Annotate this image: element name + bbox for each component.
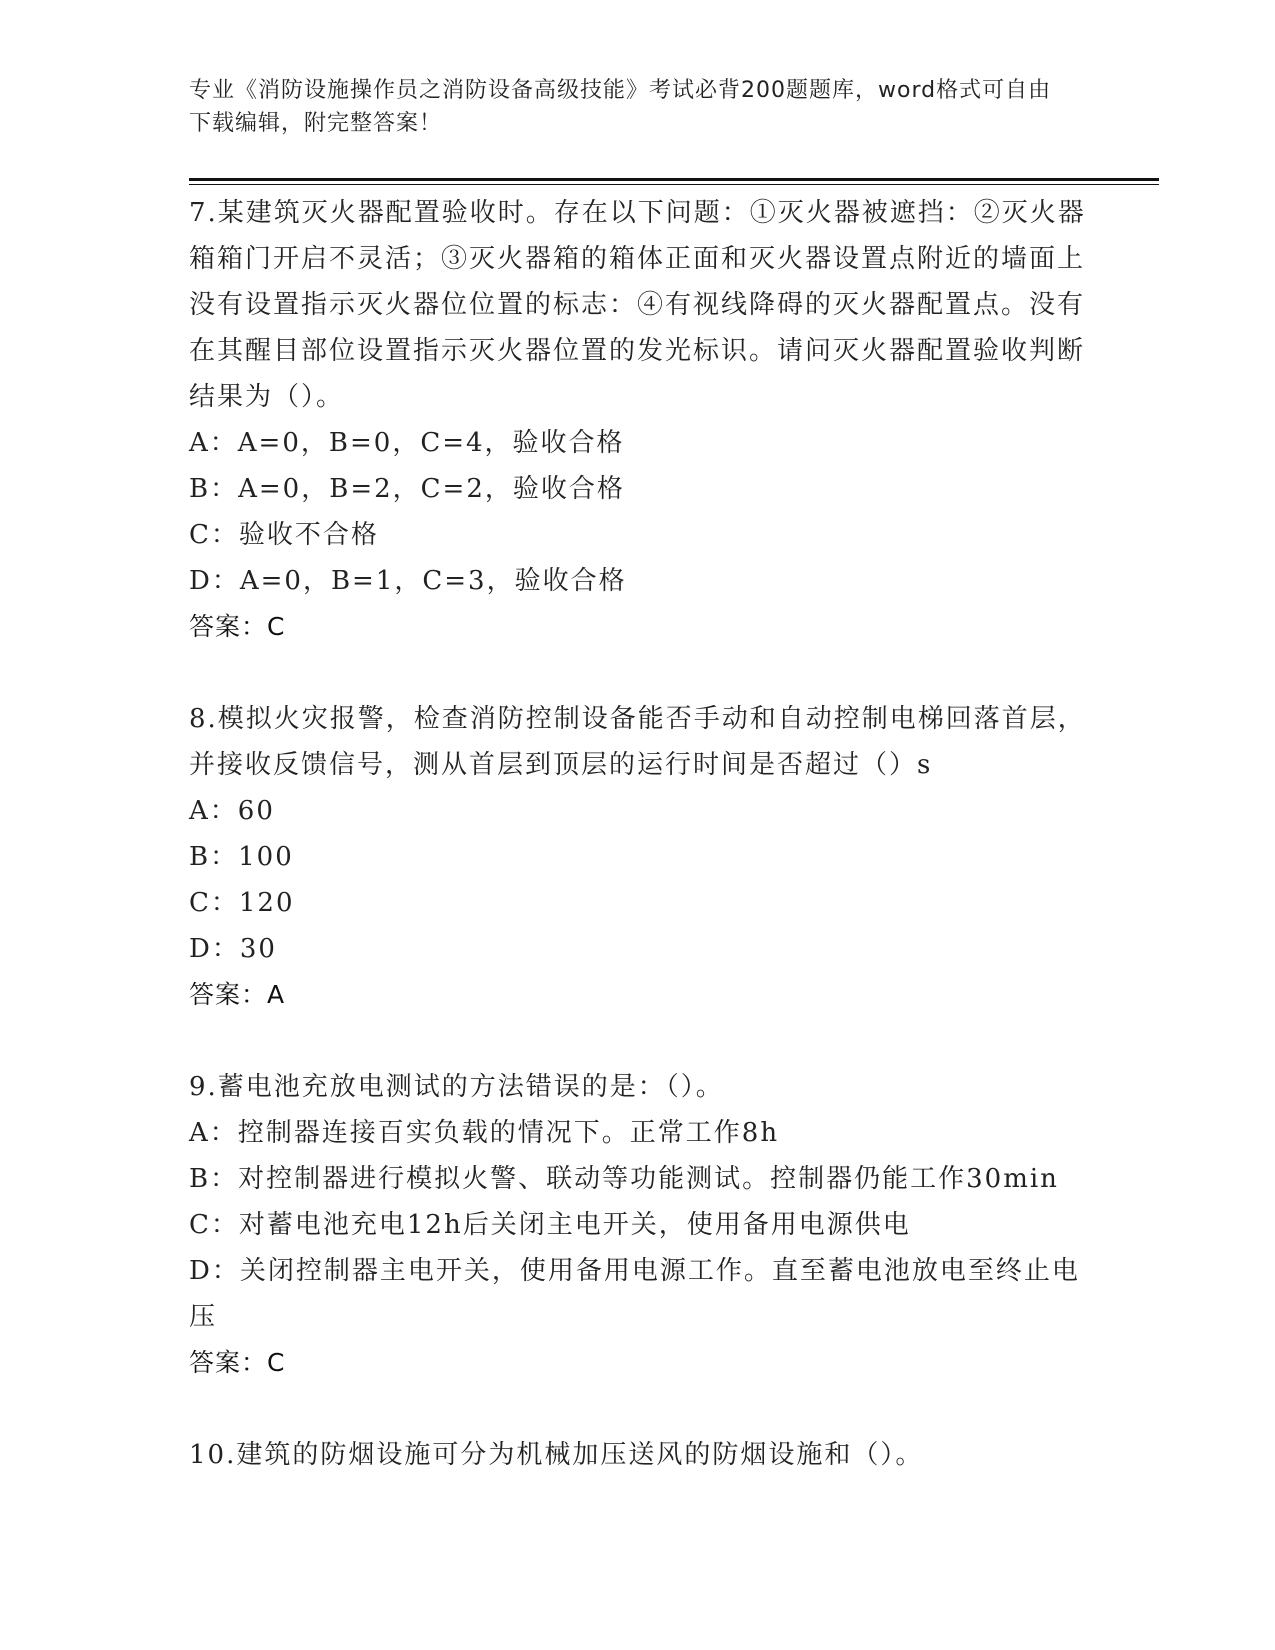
option-d: D：关闭控制器主电开关，使用备用电源工作。直至蓄电池放电至终止电压 <box>189 1256 1080 1332</box>
header-divider-thin <box>189 184 1159 185</box>
header-divider-thick <box>189 178 1159 181</box>
question-list <box>189 190 1089 1524</box>
question-7 <box>189 190 1089 650</box>
document-header: 专业《消防设施操作员之消防设备高级技能》考试必背200题题库，word格式可自由下载编辑，附完整答案！ <box>189 78 1052 136</box>
question-stem: 10.建筑的防烟设施可分为机械加压送风的防烟设施和（）。 <box>189 1440 924 1470</box>
answer-line: 答案：A <box>189 980 286 1009</box>
option-a: A：60 <box>189 796 275 826</box>
option-d: D：30 <box>189 934 277 964</box>
option-b: B：A=0，B=2，C=2，验收合格 <box>189 474 625 504</box>
question-stem: 7.某建筑灭火器配置验收时。存在以下问题：①灭火器被遮挡：②灭火器箱箱门开启不灵活；③灭火器箱的箱体正面和灭火器设置点附近的墙面上没有设置指示灭火器位位置的标志：④有视线降碍的灭火器配置点。没有在其醒目部位设置指示灭火器位置的发光标识。请问灭火器配置验收判断结果为（）。 <box>189 198 1086 412</box>
option-b: B：100 <box>189 842 294 872</box>
question-8 <box>189 696 1089 1018</box>
option-a: A：控制器连接百实负载的情况下。正常工作8h <box>189 1118 780 1148</box>
answer-line: 答案：C <box>189 612 286 641</box>
question-stem: 8.模拟火灾报警，检查消防控制设备能否手动和自动控制电梯回落首层，并接收反馈信号，测从首层到顶层的运行时间是否超过（）s <box>189 704 1086 780</box>
option-a: A：A=0，B=0，C=4，验收合格 <box>189 428 625 458</box>
question-stem: 9.蓄电池充放电测试的方法错误的是：（）。 <box>189 1072 724 1102</box>
option-c: C：120 <box>189 888 295 918</box>
option-c: C：验收不合格 <box>189 520 379 550</box>
question-9 <box>189 1064 1089 1386</box>
option-c: C：对蓄电池充电12h后关闭主电开关，使用备用电源供电 <box>189 1210 911 1240</box>
option-d: D：A=0，B=1，C=3，验收合格 <box>189 566 627 596</box>
answer-line: 答案：C <box>189 1348 286 1377</box>
question-10 <box>189 1432 1089 1478</box>
option-b: B：对控制器进行模拟火警、联动等功能测试。控制器仍能工作30min <box>189 1164 1059 1194</box>
